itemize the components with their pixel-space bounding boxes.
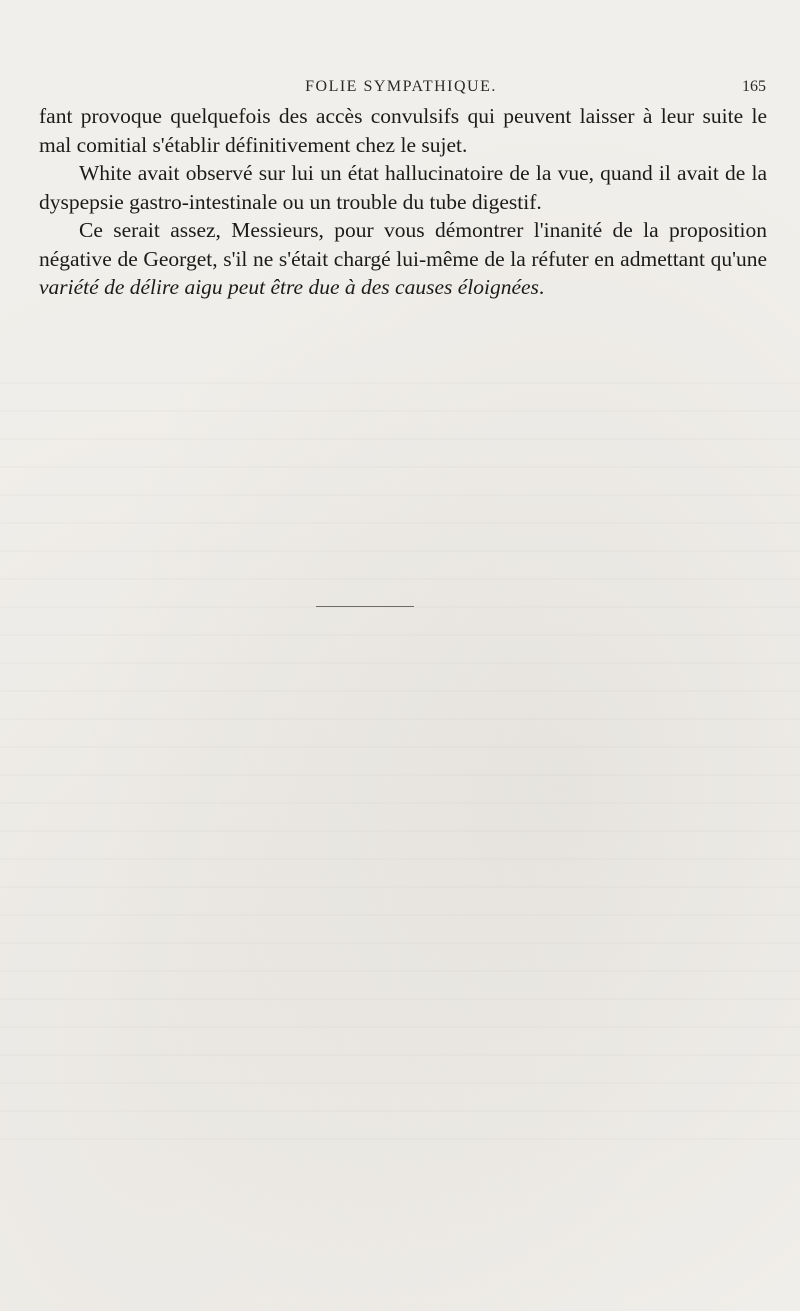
running-head [36, 78, 766, 102]
paragraph-3-text: Ce serait assez, Messieurs, pour vous démontrer l'inanité de la proposition négative de Georget, s'il ne s'était chargé lui-même de la réfuter en admettant qu'une [39, 218, 767, 271]
paragraph-3-end: . [538, 275, 545, 299]
paragraph-1: fant provoque quelquefois des accès convulsifs qui peuvent laisser à leur suite le mal comitial s'établir définitivement chez le sujet. [39, 104, 767, 157]
paragraph-3-italic-phrase: variété de délire aigu peut être due à des causes éloignées [39, 275, 539, 299]
running-head-title: FOLIE SYMPATHIQUE. [305, 78, 497, 95]
section-end-rule [316, 606, 414, 607]
show-through-texture [0, 380, 800, 1140]
paragraph-2: White avait observé sur lui un état hallucinatoire de la vue, quand il avait de la dyspepsie gastro-intestinale ou un trouble du tube digestif. [39, 161, 767, 214]
paragraph-3 [39, 216, 767, 302]
page-number: 165 [742, 78, 766, 95]
body-text [39, 102, 767, 302]
